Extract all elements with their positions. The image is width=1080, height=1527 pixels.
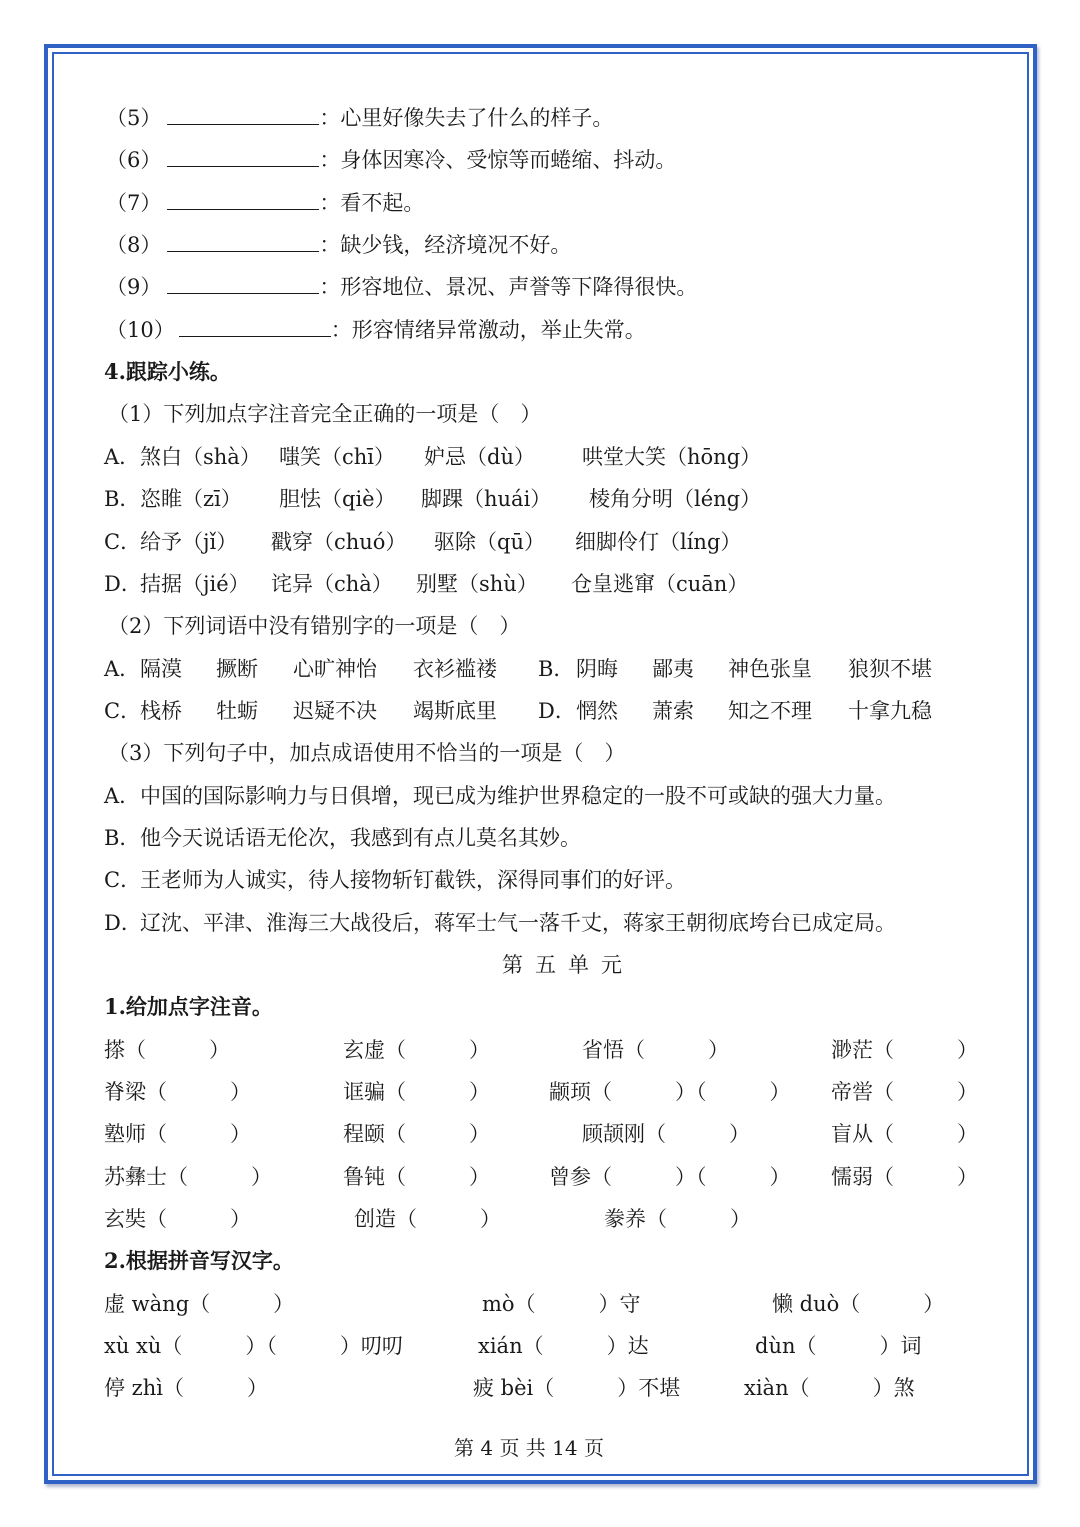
option-letter[interactable]: D． — [538, 699, 576, 723]
option-item: 妒忌（dù） — [424, 445, 535, 469]
word: 萧索 — [652, 699, 694, 723]
word: 栈桥 — [140, 699, 182, 723]
write-item: mò（ ）守 — [482, 1292, 641, 1316]
answer-blank[interactable] — [167, 189, 319, 210]
page-number: 第 4 页 共 14 页 — [454, 1436, 604, 1460]
word: 牡蛎 — [216, 699, 258, 723]
answer-blank[interactable] — [167, 146, 319, 167]
word: 迟疑不决 — [293, 699, 377, 723]
write-item: 停 zhì（ ） — [104, 1376, 268, 1400]
option-text: 他今天说话语无伦次，我感到有点儿莫名其妙。 — [140, 826, 581, 850]
option-item: 恣睢（zī） — [140, 487, 242, 511]
option-letter: B． — [104, 487, 141, 511]
definition-item — [106, 146, 676, 174]
definition-item — [106, 104, 613, 132]
write-item: xù xù（ ）（ ）叨叨 — [104, 1334, 403, 1358]
pinyin-item: 颛顼（ ）（ ） — [549, 1080, 791, 1104]
option-letter: C． — [104, 530, 142, 554]
option-text: 辽沈、平津、淮海三大战役后，蒋军士气一落千丈，蒋家王朝彻底垮台已成定局。 — [140, 911, 896, 935]
pinyin-item: 诓骗（ ） — [343, 1080, 490, 1104]
item-number: （7） — [106, 191, 162, 215]
item-number: （5） — [106, 106, 162, 130]
word: 神色张皇 — [728, 657, 812, 681]
option-text: 王老师为人诚实，待人接物斩钉截铁，深得同事们的好评。 — [140, 868, 686, 892]
item-number: （6） — [106, 148, 162, 172]
word: 狼狈不堪 — [848, 657, 932, 681]
pinyin-item: 搽（ ） — [104, 1038, 230, 1062]
option-item: 胆怯（qiè） — [279, 487, 396, 511]
pinyin-item: 懦弱（ ） — [831, 1165, 978, 1189]
write-item: xián（ ）达 — [478, 1334, 649, 1358]
option-item: 仓皇逃窜（cuān） — [571, 572, 749, 596]
option-letter: C． — [104, 868, 142, 892]
option-item: 嗤笑（chī） — [279, 445, 396, 469]
option-letter: D． — [104, 911, 142, 935]
write-item: dùn（ ）词 — [755, 1334, 922, 1358]
definition-item — [106, 273, 697, 301]
pinyin-item: 省悟（ ） — [582, 1038, 729, 1062]
option-letter: D． — [104, 572, 142, 596]
word: 鄙夷 — [652, 657, 694, 681]
pinyin-item: 渺茫（ ） — [831, 1038, 978, 1062]
pinyin-item: 帝喾（ ） — [831, 1080, 978, 1104]
option-letter[interactable]: A． — [104, 657, 141, 681]
definition-item — [106, 189, 424, 217]
write-item: 疲 bèi（ ）不堪 — [473, 1376, 681, 1400]
word: 知之不理 — [728, 699, 812, 723]
question-text: （1）下列加点字注音完全正确的一项是（ ） — [108, 402, 542, 426]
word: 隔漠 — [140, 657, 182, 681]
word: 惘然 — [576, 699, 618, 723]
pinyin-item: 脊梁（ ） — [104, 1080, 251, 1104]
pinyin-item: 顾颉刚（ ） — [582, 1122, 750, 1146]
item-number: （9） — [106, 275, 162, 299]
definition-text: ：身体因寒冷、受惊等而蜷缩、抖动。 — [319, 148, 677, 172]
option-item: 别墅（shù） — [416, 572, 538, 596]
word: 撅断 — [216, 657, 258, 681]
pinyin-item: 创造（ ） — [354, 1207, 501, 1231]
write-item: xiàn（ ）煞 — [744, 1376, 915, 1400]
pinyin-item: 塾师（ ） — [104, 1122, 251, 1146]
definition-text: ：看不起。 — [319, 191, 425, 215]
word: 十拿九稳 — [848, 699, 932, 723]
definition-text: ：缺少钱，经济境况不好。 — [319, 233, 572, 257]
definition-text: ：形容情绪异常激动，举止失常。 — [330, 318, 646, 342]
option-item: 煞白（shà） — [140, 445, 261, 469]
pinyin-item: 曾参（ ）（ ） — [549, 1165, 791, 1189]
section-heading: 1.给加点字注音。 — [104, 994, 273, 1019]
unit-title: 第五单元 — [502, 953, 634, 977]
definition-text: ：形容地位、景况、声誉等下降得很快。 — [319, 275, 698, 299]
definition-text: ：心里好像失去了什么的样子。 — [319, 106, 614, 130]
option-item: 脚踝（huái） — [421, 487, 552, 511]
pinyin-item: 程颐（ ） — [343, 1122, 490, 1146]
pinyin-item: 苏彝士（ ） — [104, 1165, 272, 1189]
option-item: 棱角分明（léng） — [589, 487, 762, 511]
option-item: 给予（jǐ） — [140, 530, 238, 554]
answer-blank[interactable] — [167, 273, 319, 294]
word: 竭斯底里 — [413, 699, 497, 723]
write-item: 虚 wàng（ ） — [104, 1292, 295, 1316]
option-item: 诧异（chà） — [271, 572, 393, 596]
word: 心旷神怡 — [293, 657, 377, 681]
word: 阴晦 — [576, 657, 618, 681]
pinyin-item: 豢养（ ） — [604, 1207, 751, 1231]
pinyin-item: 玄奘（ ） — [104, 1207, 251, 1231]
pinyin-item: 鲁钝（ ） — [343, 1165, 490, 1189]
option-letter: B． — [104, 826, 141, 850]
answer-blank[interactable] — [167, 104, 319, 125]
question-text: （2）下列词语中没有错别字的一项是（ ） — [108, 614, 521, 638]
option-letter: A． — [104, 445, 141, 469]
pinyin-item: 盲从（ ） — [831, 1122, 978, 1146]
answer-blank[interactable] — [167, 231, 319, 252]
option-item: 戳穿（chuó） — [271, 530, 407, 554]
section-heading: 4.跟踪小练。 — [104, 359, 231, 384]
section-heading: 2.根据拼音写汉字。 — [104, 1248, 294, 1273]
pinyin-item: 玄虚（ ） — [343, 1038, 490, 1062]
option-letter[interactable]: C． — [104, 699, 142, 723]
option-letter[interactable]: B． — [538, 657, 575, 681]
option-item: 拮据（jié） — [140, 572, 250, 596]
question-text: （3）下列句子中，加点成语使用不恰当的一项是（ ） — [108, 741, 626, 765]
definition-item — [106, 316, 646, 344]
definition-item — [106, 231, 571, 259]
option-item: 细脚伶仃（líng） — [575, 530, 742, 554]
option-item: 驱除（qū） — [434, 530, 545, 554]
option-text: 中国的国际影响力与日俱增，现已成为维护世界稳定的一股不可或缺的强大力量。 — [140, 784, 896, 808]
word: 衣衫褴褛 — [413, 657, 497, 681]
option-letter: A． — [104, 784, 141, 808]
item-number: （8） — [106, 233, 162, 257]
answer-blank[interactable] — [179, 316, 331, 337]
write-item: 懒 duò（ ） — [772, 1292, 945, 1316]
item-number: （10） — [106, 318, 175, 342]
option-item: 哄堂大笑（hōng） — [582, 445, 762, 469]
